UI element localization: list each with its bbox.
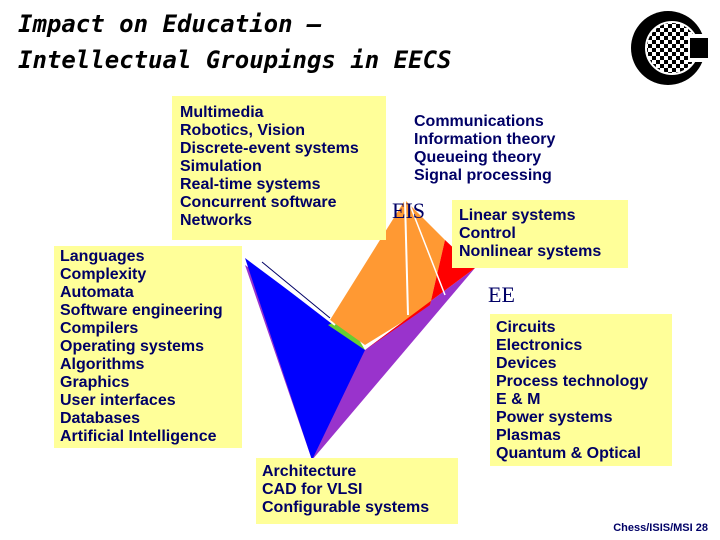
arch-topic: Architecture (262, 463, 357, 480)
eis-topic: Discrete-event systems (180, 140, 359, 157)
comm-topic: Queueing theory (414, 149, 542, 166)
ee-topic: Power systems (496, 409, 613, 426)
ee-topics-box (490, 314, 672, 466)
ee-topic: Plasmas (496, 427, 561, 444)
linear-topics-box (452, 200, 628, 268)
cs-topics-box (54, 246, 242, 448)
comm-topics (414, 113, 555, 185)
cs-topic: Automata (60, 284, 134, 301)
ee-topic: Process technology (496, 373, 649, 390)
linear-topic: Linear systems (459, 207, 576, 224)
cs-face (245, 258, 365, 460)
ee-topic: E & M (496, 391, 541, 408)
ee-topic: Circuits (496, 319, 556, 336)
cs-topic: User interfaces (60, 392, 176, 409)
cs-topic: Databases (60, 410, 141, 427)
eis-topic: Real-time systems (180, 176, 321, 193)
eis-label: EIS (392, 198, 425, 223)
eis-topic: Networks (180, 212, 253, 229)
comm-topic: Signal processing (414, 167, 552, 184)
slide-footer: Chess/ISIS/MSI 28 (613, 522, 708, 534)
eis-topic: Concurrent software (180, 194, 337, 211)
title-line-1: Impact on Education – (18, 10, 322, 38)
arch-topic: CAD for VLSI (262, 481, 363, 498)
comm-topic: Communications (414, 113, 544, 130)
cs-topic: Algorithms (60, 356, 145, 373)
cs-topic: Languages (60, 248, 145, 265)
cs-topic: Operating systems (60, 338, 205, 355)
eis-topic: Multimedia (180, 104, 264, 121)
title-line-2: Intellectual Groupings in EECS (18, 46, 452, 74)
ee-label: EE (488, 282, 515, 307)
arch-topic: Configurable systems (262, 499, 430, 516)
linear-topic: Nonlinear systems (459, 243, 602, 260)
arch-topics-box (256, 458, 458, 524)
cs-topic: Software engineering (60, 302, 223, 319)
eis-topics-box (172, 96, 386, 240)
ee-topic: Quantum & Optical (496, 445, 641, 462)
comm-topic: Information theory (414, 131, 556, 148)
ee-topic: Devices (496, 355, 557, 372)
cs-topic: Complexity (60, 266, 147, 283)
linear-topic: Control (459, 225, 516, 242)
ee-topic: Electronics (496, 337, 583, 354)
cs-topic: Graphics (60, 374, 130, 391)
eis-topic: Robotics, Vision (180, 122, 306, 139)
eis-topic: Simulation (180, 158, 262, 175)
cs-topic: Compilers (60, 320, 139, 337)
cs-topic: Artificial Intelligence (60, 428, 217, 445)
